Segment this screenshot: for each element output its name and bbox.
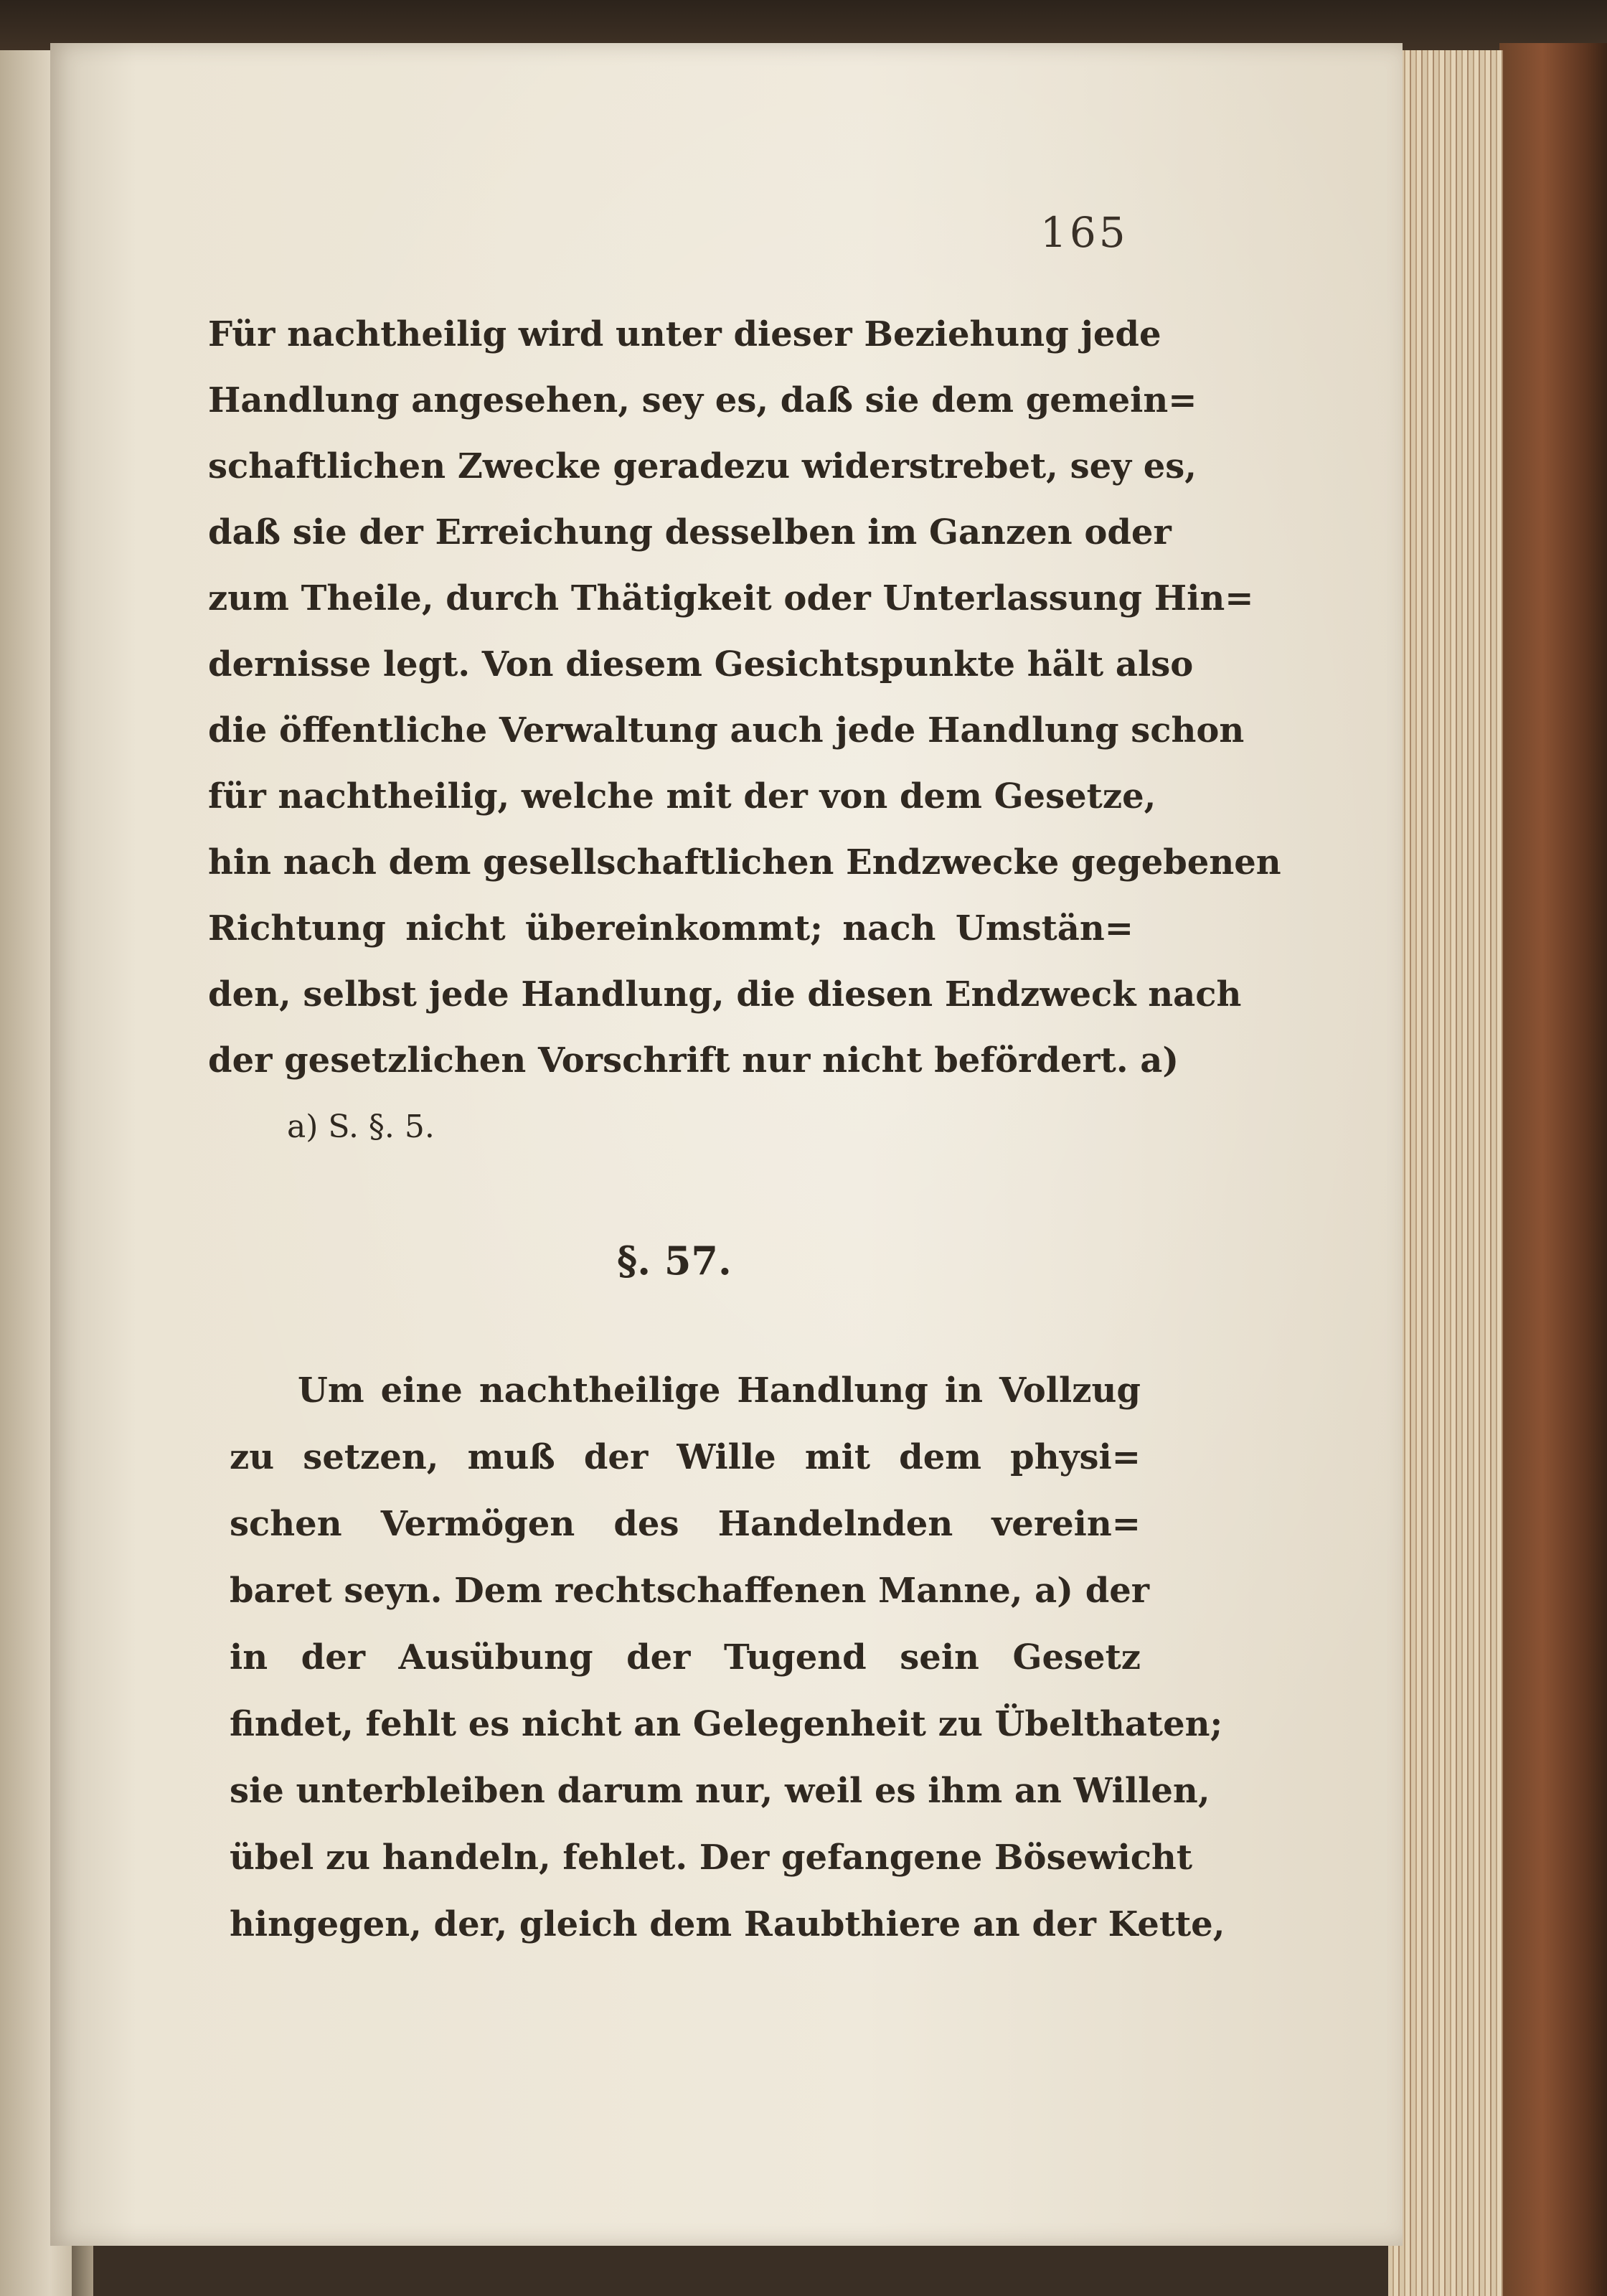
- text-line: Für nachtheilig wird unter dieser Beziehung jede: [208, 314, 1161, 354]
- section-heading: §. 57.: [617, 1238, 732, 1284]
- leather-cover-edge: [1499, 43, 1607, 2296]
- text-line: baret seyn. Dem rechtschaffenen Manne, a) der: [230, 1571, 1150, 1611]
- text-line: die öffentliche Verwaltung auch jede Handlung schon: [208, 710, 1245, 751]
- text-line: Richtung nicht übereinkommt; nach Umstän=: [208, 908, 1134, 949]
- text-line: hingegen, der, gleich dem Raubthiere an der Kette,: [230, 1904, 1225, 1944]
- text-line: sie unterbleiben darum nur, weil es ihm an Willen,: [230, 1771, 1210, 1811]
- text-line: daß sie der Erreichung desselben im Ganzen oder: [208, 512, 1172, 552]
- text-line: findet, fehlt es nicht an Gelegenheit zu Übelthaten;: [230, 1704, 1223, 1744]
- text-line: den, selbst jede Handlung, die diesen Endzweck nach: [208, 974, 1242, 1015]
- page-number: 165: [1040, 208, 1128, 257]
- text-line: schaftlichen Zwecke geradezu widerstrebet, sey es,: [208, 446, 1197, 486]
- text-line: Handlung angesehen, sey es, daß sie dem gemein=: [208, 380, 1197, 420]
- text-line: übel zu handeln, fehlet. Der gefangene Bösewicht: [230, 1838, 1192, 1878]
- page-edges: [1388, 50, 1503, 2296]
- text-line: zu setzen, muß der Wille mit dem physi=: [230, 1437, 1141, 1477]
- text-line: der gesetzlichen Vorschrift nur nicht befördert. a): [208, 1040, 1179, 1081]
- text-line: dernisse legt. Von diesem Gesichtspunkte hält also: [208, 644, 1194, 684]
- text-line: für nachtheilig, welche mit der von dem Gesetze,: [208, 776, 1156, 817]
- text-line: hin nach dem gesellschaftlichen Endzwecke gegebenen: [208, 842, 1281, 883]
- footnote: a) S. §. 5.: [287, 1109, 435, 1145]
- text-line: Um eine nachtheilige Handlung in Vollzug: [298, 1370, 1141, 1411]
- paragraph-2: [230, 1358, 1225, 1958]
- text-line: zum Theile, durch Thätigkeit oder Unterlassung Hin=: [208, 578, 1254, 618]
- text-line: in der Ausübung der Tugend sein Gesetz: [230, 1637, 1141, 1678]
- paragraph-1: [208, 301, 1281, 1093]
- text-line: schen Vermögen des Handelnden verein=: [230, 1504, 1141, 1544]
